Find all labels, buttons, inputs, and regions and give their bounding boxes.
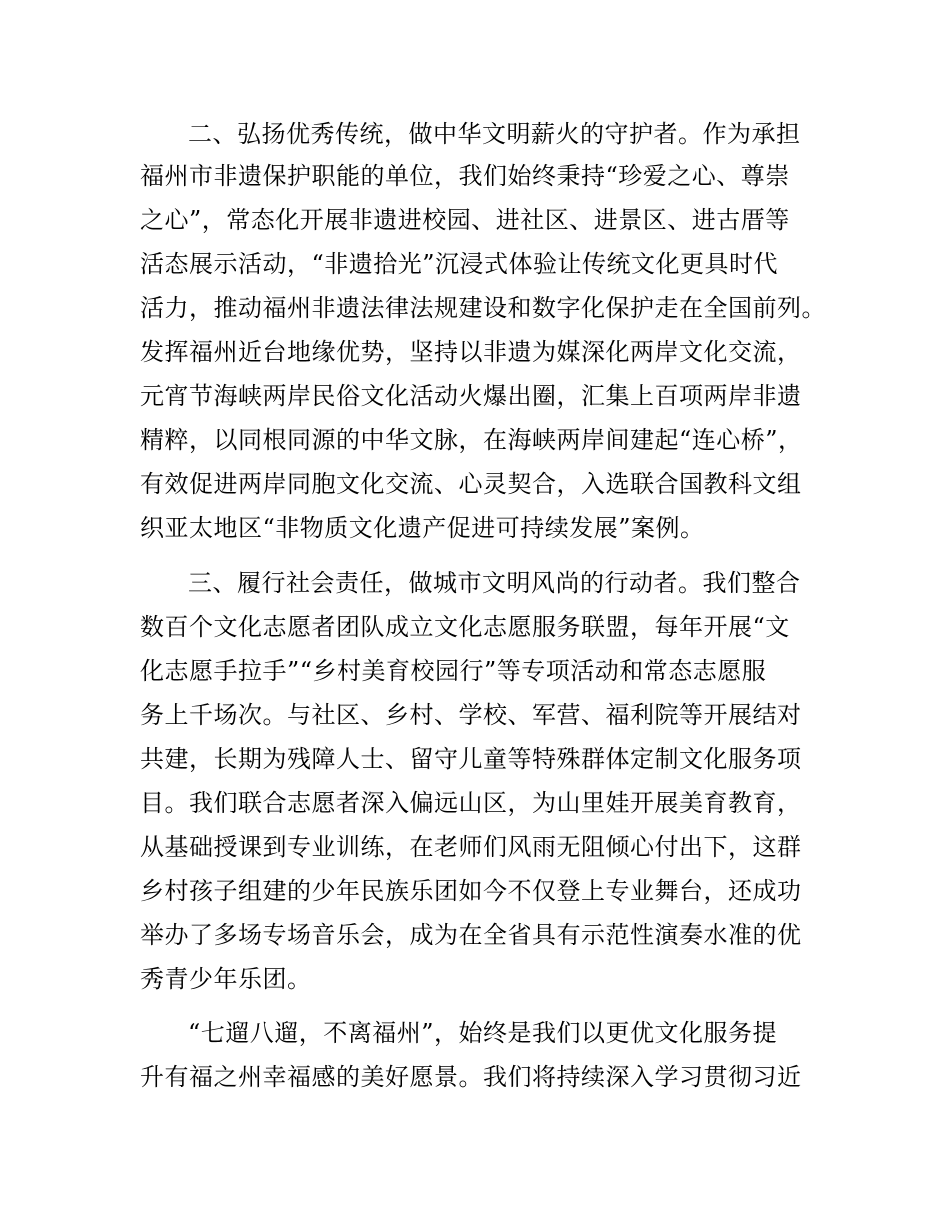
text-line: 数百个文化志愿者团队成立文化志愿服务联盟，每年开展“文 — [140, 613, 790, 641]
text-line: 织亚太地区“非物质文化遗产促进可持续发展”案例。 — [140, 514, 705, 542]
text-line: 目。我们联合志愿者深入偏远山区，为山里娃开展美育教育， — [140, 789, 802, 817]
text-line: 活态展示活动，“非遗拾光”沉浸式体验让传统文化更具时代 — [140, 250, 779, 278]
text-line: 三、履行社会责任，做城市文明风尚的行动者。我们整合 — [188, 569, 801, 597]
text-line: 福州市非遗保护职能的单位，我们始终秉持“珍爱之心、尊崇 — [140, 162, 790, 190]
text-line: 二、弘扬优秀传统，做中华文明薪火的守护者。作为承担 — [188, 120, 801, 148]
text-line: 升有福之州幸福感的美好愿景。我们将持续深入学习贯彻习近 — [140, 1063, 802, 1091]
text-line: 秀青少年乐团。 — [140, 965, 312, 993]
text-line: 元宵节海峡两岸民俗文化活动火爆出圈，汇集上百项两岸非遗 — [140, 382, 802, 410]
text-line: 乡村孩子组建的少年民族乐团如今不仅登上专业舞台，还成功 — [140, 877, 802, 905]
text-line: 化志愿手拉手”“乡村美育校园行”等专项活动和常态志愿服 — [140, 657, 767, 685]
text-line: 务上千场次。与社区、乡村、学校、军营、福利院等开展结对 — [140, 701, 802, 729]
text-line: 活力，推动福州非遗法律法规建设和数字化保护走在全国前列。 — [140, 294, 826, 322]
text-line: 共建，长期为残障人士、留守儿童等特殊群体定制文化服务项 — [140, 745, 802, 773]
text-line: 从基础授课到专业训练，在老师们风雨无阻倾心付出下，这群 — [140, 833, 802, 861]
text-line: 精粹，以同根同源的中华文脉，在海峡两岸间建起“连心桥”， — [140, 426, 803, 454]
text-line: 发挥福州近台地缘优势，坚持以非遗为媒深化两岸文化交流， — [140, 338, 802, 366]
text-line: 举办了多场专场音乐会，成为在全省具有示范性演奏水准的优 — [140, 921, 802, 949]
text-line: “七遛八遛，不离福州”，始终是我们以更优文化服务提 — [188, 1019, 778, 1047]
text-line: 之心”，常态化开展非遗进校园、进社区、进景区、进古厝等 — [140, 206, 790, 234]
text-line: 有效促进两岸同胞文化交流、心灵契合，入选联合国教科文组 — [140, 470, 802, 498]
